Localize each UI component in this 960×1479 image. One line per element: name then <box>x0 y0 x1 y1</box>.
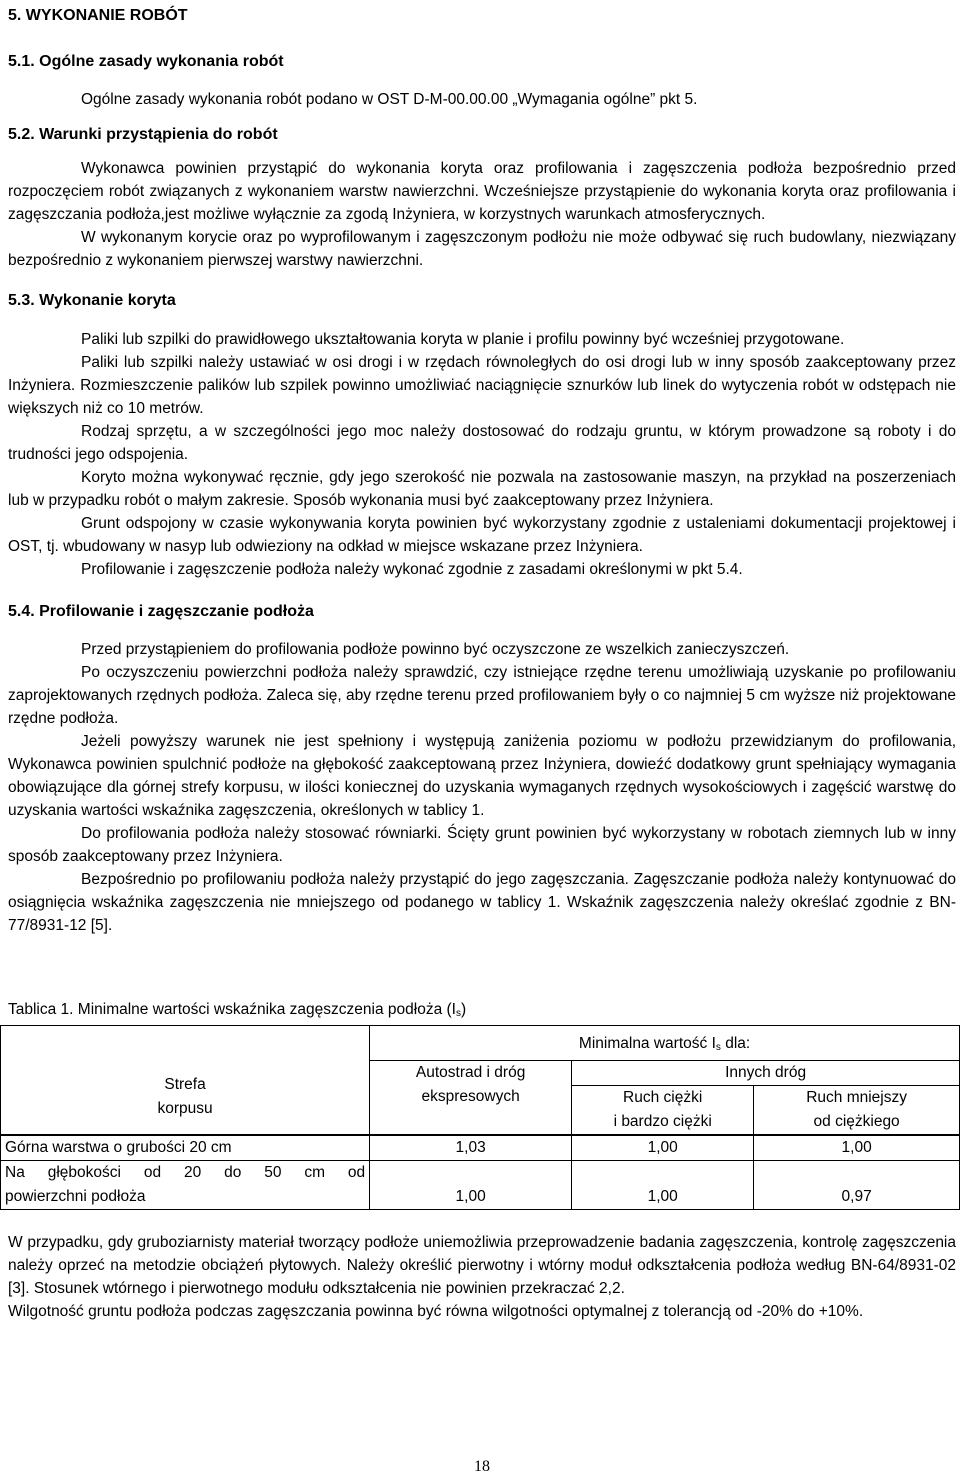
subsection-heading-5-1: 5.1. Ogólne zasady wykonania robót <box>8 53 284 70</box>
subsection-heading-5-3: 5.3. Wykonanie koryta <box>8 292 176 309</box>
subsection-heading-5-4: 5.4. Profilowanie i zagęszczanie podłoża <box>8 603 314 620</box>
subsection-heading-5-2: 5.2. Warunki przystąpienia do robót <box>8 126 278 143</box>
paragraph: Grunt odspojony w czasie wykonywania koryta powinien być wykorzystany zgodnie z ustaleniami dokumentacji projektowej i OST, tj. wbudowany w nasyp lub odwieziony na odkład w miejsce wskazane przez Inżyniera. <box>8 515 956 555</box>
paragraph: Wilgotność gruntu podłoża podczas zagęszczania powinna być równa wilgotności optymalnej z tolerancją od -20% do +10%. <box>8 1303 864 1320</box>
table-head-strefa: Strefa korpusu <box>1 1061 370 1136</box>
paragraph: Bezpośrednio po profilowaniu podłoża należy przystąpić do jego zagęszczania. Zagęszczanie podłoża należy kontynuować do osiągnięcia wskaźnika zagęszczenia nie mniejszego od podanego w tablicy 1. Wskaźnik zagęszczenia należy określać zgodnie z BN-77/8931-12 [5]. <box>8 871 956 934</box>
table-row: Górna warstwa o grubości 20 cm 1,03 1,00 1,00 <box>1 1135 960 1161</box>
paragraph: Po oczyszczeniu powierzchni podłoża należy sprawdzić, czy istniejące rzędne terenu umożliwiają uzyskanie po profilowaniu zaprojektowanych rzędnych podłoża. Zaleca się, aby rzędne terenu przed profilowaniem były o co najmniej 5 cm wyższe niż projektowane rzędne podłoża. <box>8 664 956 727</box>
paragraph: Do profilowania podłoża należy stosować równiarki. Ścięty grunt powinien być wykorzystany w robotach ziemnych lub w inny sposób zaakceptowany przez Inżyniera. <box>8 825 956 865</box>
table-caption: Tablica 1. Minimalne wartości wskaźnika zagęszczenia podłoża $(I_s)$ <box>8 1001 467 1019</box>
paragraph: Paliki lub szpilki do prawidłowego ukształtowania koryta w planie i profilu powinny być wcześniej przygotowane. <box>81 331 845 348</box>
compaction-table <box>0 1025 960 1210</box>
section-heading: 5. WYKONANIE ROBÓT <box>8 7 188 24</box>
table-head-autostrad: Autostrad i dróg ekspresowych <box>370 1061 572 1136</box>
paragraph: W wykonanym korycie oraz po wyprofilowanym i zagęszczonym podłożu nie może odbywać się ruch budowlany, niezwiązany bezpośrednio z wykonaniem pierwszej warstwy nawierzchni. <box>8 229 956 269</box>
section-5-4-body <box>8 638 956 937</box>
section-5-3-body <box>8 328 956 581</box>
paragraph: Profilowanie i zagęszczenie podłoża należy wykonać zgodnie z zasadami określonymi w pkt 5.4. <box>81 561 743 578</box>
table-head-ruch-ciezki: Ruch ciężki i bardzo ciężki <box>572 1086 754 1136</box>
closing-text <box>8 1231 956 1323</box>
table-head-ruch-mniejszy: Ruch mniejszy od ciężkiego <box>754 1086 960 1136</box>
paragraph: W przypadku, gdy gruboziarnisty materiał tworzący podłoże uniemożliwia przeprowadzenie badania zagęszczenia, kontrolę zagęszczenia należy oprzeć na metodzie obciążeń płytowych. Należy określić pierwotny i wtórny moduł odkształcenia podłoża według BN-64/8931-02 [3]. Stosunek wtórnego i pierwotnego modułu odkształcenia nie powinien przekraczać 2,2. <box>8 1234 956 1297</box>
paragraph: Wykonawca powinien przystąpić do wykonania koryta oraz profilowania i zagęszczenia podłoża bezpośrednio przed rozpoczęciem robót związanych z wykonaniem warstw nawierzchni. Wcześniejsze przystąpienie do wykonania koryta oraz profilowania i zagęszczania podłoża,jest możliwe wyłącznie za zgodą Inżyniera, w korzystnych warunkach atmosferycznych. <box>8 160 956 223</box>
page-number: 18 <box>474 1458 490 1475</box>
table-row: Na głębokości od 20 do 50 cm od powierzchni podłoża 1,00 1,00 0,97 <box>1 1161 960 1210</box>
table-head-innych: Innych dróg <box>572 1061 960 1086</box>
paragraph: Koryto można wykonywać ręcznie, gdy jego szerokość nie pozwala na zastosowanie maszyn, na przykład na poszerzeniach lub w przypadku robót o małym zakresie. Sposób wykonania musi być zaakceptowany przez Inżyniera. <box>8 469 956 509</box>
section-5-2-body <box>8 157 956 272</box>
table-head-group: Minimalna wartość $I_s$ dla: <box>370 1026 960 1061</box>
paragraph: Rodzaj sprzętu, a w szczególności jego moc należy dostosować do rodzaju gruntu, w którym prowadzone są roboty i do trudności jego odspojenia. <box>8 423 956 463</box>
paragraph: Ogólne zasady wykonania robót podano w OST D-M-00.00.00 „Wymagania ogólne” pkt 5. <box>81 91 698 108</box>
paragraph: Jeżeli powyższy warunek nie jest spełniony i występują zaniżenia poziomu w podłożu przewidzianym do profilowania, Wykonawca powinien spulchnić podłoże na głębokość zaakceptowaną przez Inżyniera, dowieźć dodatkowy grunt spełniający wymagania obowiązujące dla górnej strefy korpusu, w ilości koniecznej do uzyskania wymaganych rzędnych wysokościowych i zagęścić warstwę do uzyskania wartości wskaźnika zagęszczenia, określonych w tablicy 1. <box>8 733 956 819</box>
paragraph: Paliki lub szpilki należy ustawiać w osi drogi i w rzędach równoległych do osi drogi lub w inny sposób zaakceptowany przez Inżyniera. Rozmieszczenie palików lub szpilek powinno umożliwiać naciągnięcie sznurków lub linek do wytyczenia robót w odstępach nie większych niż co 10 metrów. <box>8 354 956 417</box>
paragraph: Przed przystąpieniem do profilowania podłoże powinno być oczyszczone ze wszelkich zanieczyszczeń. <box>81 641 790 658</box>
